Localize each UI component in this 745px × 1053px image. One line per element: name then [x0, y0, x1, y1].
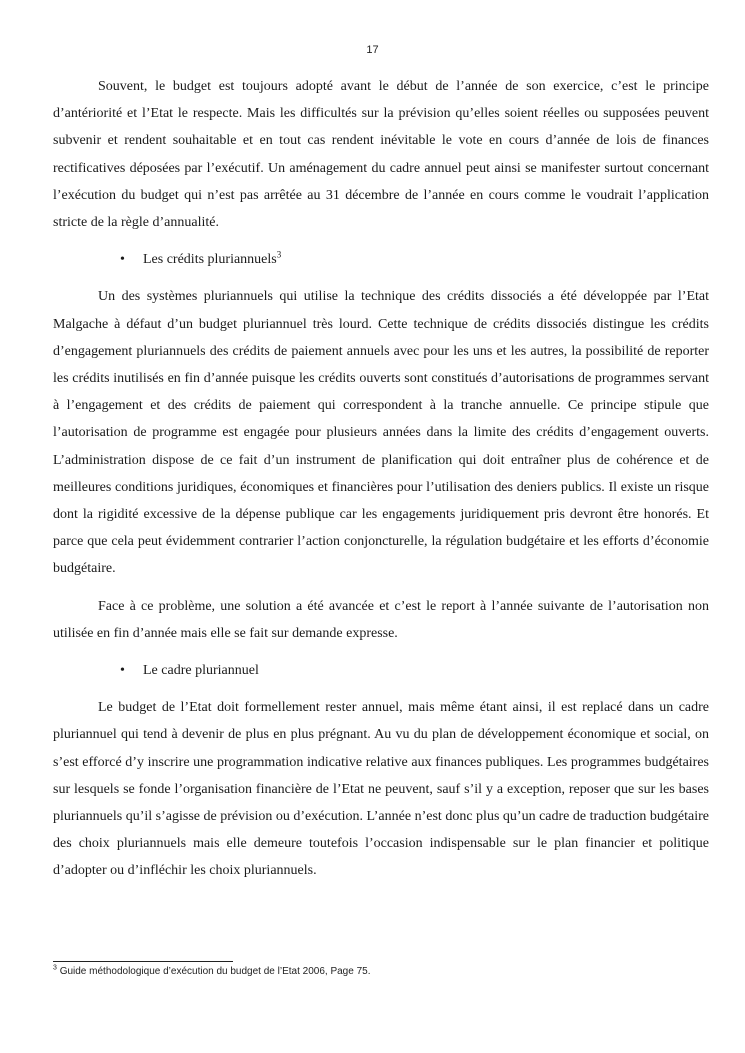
bullet-credits-pluriannuels — [53, 246, 709, 273]
footnote-marker: 3 — [53, 964, 57, 972]
paragraph-cadre: Le budget de l’Etat doit formellement rester annuel, mais même étant ainsi, il est replacé dans un cadre pluriannuel qui tend à devenir de plus en plus prégnant. Au vu du plan de développement économique et social, on s’est efforcé d’y inscrire une programmation indicative relative aux finances publiques. Les programmes budgétaires sur lesquels se fonde l’organisation financière de l’Etat ne peuvent, sauf s’il y a exception, reposer que sur les bases pluriannuels qu’il s’agisse de prévision ou d’exécution. L’année n’est donc plus qu’un cadre de traduction budgétaire des choix pluriannuels mais elle demeure toutefois l’occasion indispensable sur le plan financier et politique d’adopter ou d’infléchir les choix pluriannuels. — [53, 700, 709, 879]
document-body — [53, 73, 709, 885]
footnote-text: Guide méthodologique d’exécution du budget de l’Etat 2006, Page 75. — [59, 966, 371, 977]
paragraph-credits-dissocies: Un des systèmes pluriannuels qui utilise la technique des crédits dissociés a été développée par l’Etat Malgache à défaut d’un budget pluriannuel très lourd. Cette technique de crédits dissociés distingue les crédits d’engagement pluriannuels des crédits de paiement annuels avec pour les uns et les autres, la possibilité de reporter les crédits inutilisés en fin d’année puisque les crédits ouverts sont constitués d’autorisations de programmes servant à l’engagement et des crédits de paiement qui correspondent à la tranche annuelle. Ce principe stipule que l’autorisation de programme est engagée pour plusieurs années dans la limite des crédits d’engagement ouverts. L’administration dispose de ce fait d’un instrument de planification qui doit entraîner plus de cohérence et de meilleures conditions juridiques, économiques et financières pour l’utilisation des deniers publics. Il existe un risque dont la rigidité excessive de la dépense publique car les engagements juridiquement pris devront être honorés. Et parce que cela peut évidemment contrarier l’action conjoncturelle, la régulation budgétaire et les efforts d’économie budgétaire. — [53, 289, 709, 577]
page-number: 17 — [366, 44, 379, 56]
footnote-reference[interactable]: 3 — [276, 249, 282, 260]
bullet-label: Les crédits pluriannuels — [143, 252, 277, 268]
bullet-label: Le cadre pluriannuel — [143, 663, 259, 679]
bullet-icon: • — [120, 663, 125, 679]
bullet-icon: • — [120, 252, 125, 268]
bullet-cadre-pluriannuel — [53, 657, 709, 684]
paragraph-report: Face à ce problème, une solution a été avancée et c’est le report à l’année suivante de l’autorisation non utilisée en fin d’année mais elle se fait sur demande expresse. — [53, 598, 709, 641]
footnote — [53, 966, 709, 977]
paragraph-anteriority: Souvent, le budget est toujours adopté avant le début de l’année de son exercice, c’est le principe d’antériorité et l’Etat le respecte. Mais les difficultés sur la prévision qu’elles soient réelles ou supposées peuvent subvenir et rendent souhaitable et en tout cas rendent inévitable le vote en cours d’année de lois de finances rectificatives déposées par l’exécutif. Un aménagement du cadre annuel peut ainsi se manifester surtout concernant l’exécution du budget qui n’est pas arrêtée au 31 décembre de l’année en cours comme le voudrait l’application stricte de la règle d’annualité. — [53, 79, 709, 231]
footnote-divider — [53, 961, 233, 962]
